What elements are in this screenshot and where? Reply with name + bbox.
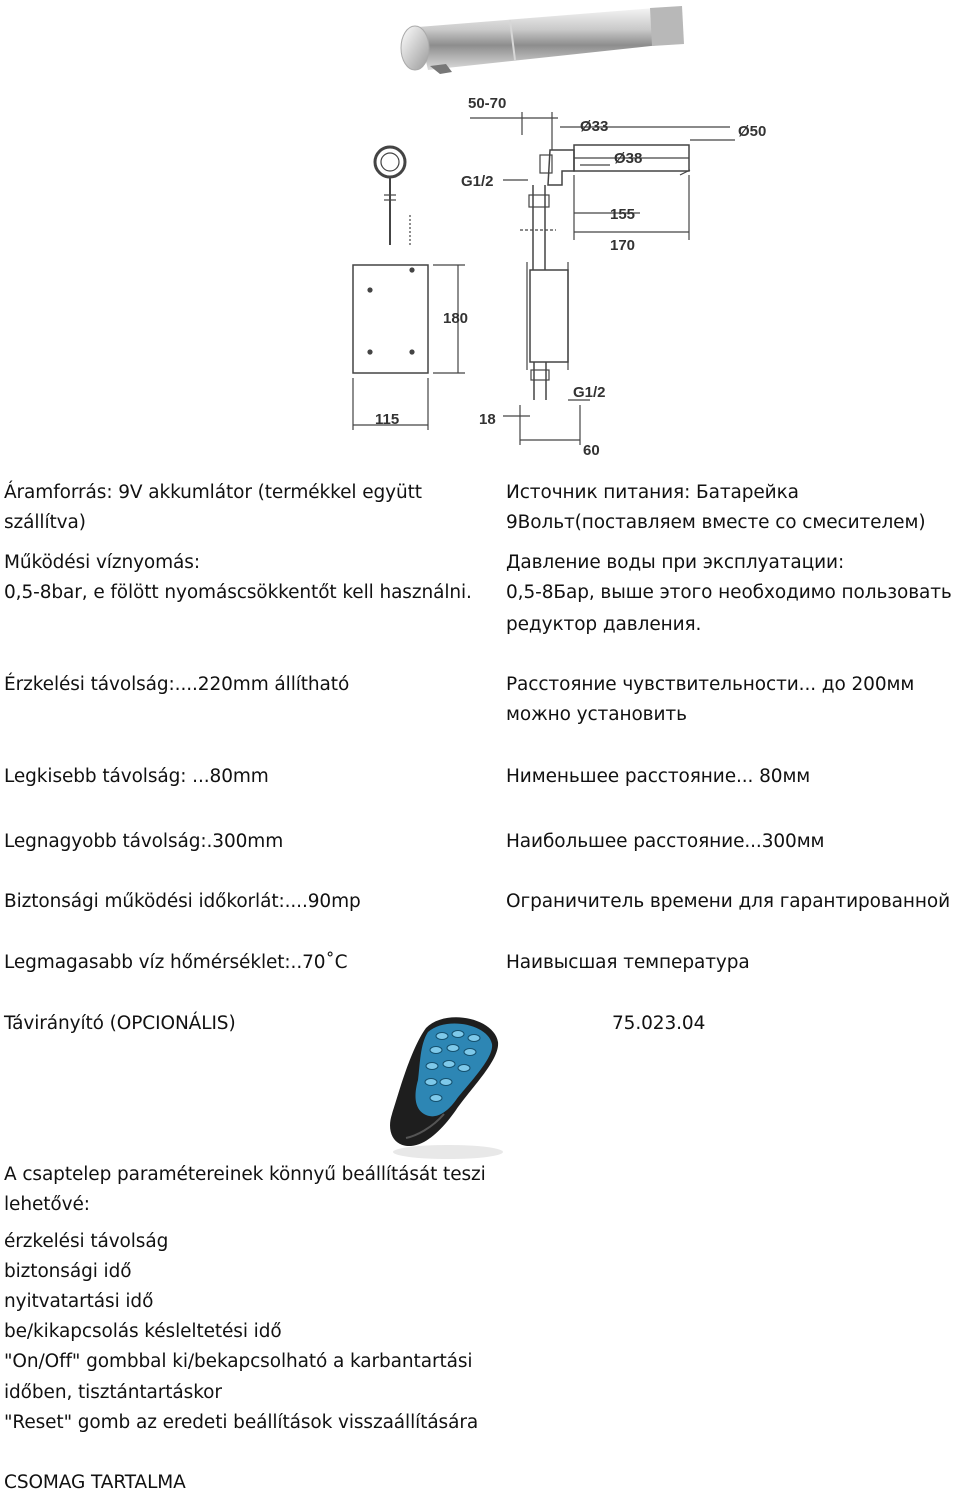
spec-pressure-ru-3: редуктор давления. [506,614,702,635]
features-intro-2: lehetővé: [4,1194,90,1215]
spec-power-hu-2: szállítva) [4,512,86,533]
feature-item: biztonsági idő [4,1261,132,1282]
spec-detect-ru-1: Расстояние чувствительности... до 200мм [506,674,915,695]
dim-g12-bottom: G1/2 [573,384,606,401]
feature-item: érzkelési távolság [4,1231,169,1252]
dim-d38: Ø38 [614,150,643,167]
features-intro-1: A csaptelep paramétereinek könnyű beállítását teszi [4,1164,486,1185]
dim-50-70: 50-70 [468,95,507,112]
feature-item: "On/Off" gombbal ki/bekapcsolható a karbantartási [4,1351,473,1372]
spec-pressure-ru-2: 0,5-8Бар, выше этого необходимо пользовать [506,582,952,603]
dimension-lines [353,112,735,445]
dim-d50: Ø50 [738,123,767,140]
feature-item: be/kikapcsolás késleltetési idő [4,1321,282,1342]
feature-item: "Reset" gomb az eredeti beállítások visszaállítására [4,1412,479,1433]
technical-drawing [0,0,960,470]
spec-max-ru: Наибольшее расстояние...300мм [506,831,825,852]
spec-detect-ru-2: можно установить [506,704,687,725]
spec-max-hu: Legnagyobb távolság:.300mm [4,831,284,852]
spec-pressure-hu-2: 0,5-8bar, e fölött nyomáscsökkentőt kell használni. [4,582,472,603]
remote-control-photo [376,1010,516,1160]
spec-pressure-ru-1: Давление воды при эксплуатации: [506,552,845,573]
spec-temp-hu: Legmagasabb víz hőmérséklet:..70˚C [4,952,348,973]
feature-item: időben, tisztántartáskor [4,1382,222,1403]
dim-18: 18 [479,411,496,428]
dim-g12-top: G1/2 [461,173,494,190]
remote-label: Távirányító (OPCIONÁLIS) [4,1013,236,1034]
dim-155: 155 [610,206,636,223]
dim-60: 60 [583,442,600,459]
dim-180: 180 [443,310,469,327]
faucet-photo [401,6,684,74]
feature-item: nyitvatartási idő [4,1291,154,1312]
spec-min-hu: Legkisebb távolság: ...80mm [4,766,269,787]
spec-pressure-hu-1: Működési víznyomás: [4,552,200,573]
dim-d33: Ø33 [580,118,609,135]
spec-power-ru-2: 9Вольт(поставляем вместе со смесителем) [506,512,926,533]
spec-min-ru: Нименьшее расстояние... 80мм [506,766,811,787]
dim-170: 170 [610,237,636,254]
dim-115: 115 [375,411,400,428]
spec-power-hu-1: Áramforrás: 9V akkumlátor (termékkel együtt [4,482,422,503]
spec-temp-ru: Наивысшая температура [506,952,750,973]
spec-power-ru-1: Источник питания: Батарейка [506,482,799,503]
package-title: CSOMAG TARTALMA [4,1472,186,1493]
spec-detect-hu: Érzkelési távolság:....220mm állítható [4,674,350,695]
spec-safety-hu: Biztonsági működési időkorlát:....90mp [4,891,361,912]
remote-code: 75.023.04 [612,1013,706,1034]
spec-safety-ru: Ограничитель времени для гарантированной [506,891,951,912]
